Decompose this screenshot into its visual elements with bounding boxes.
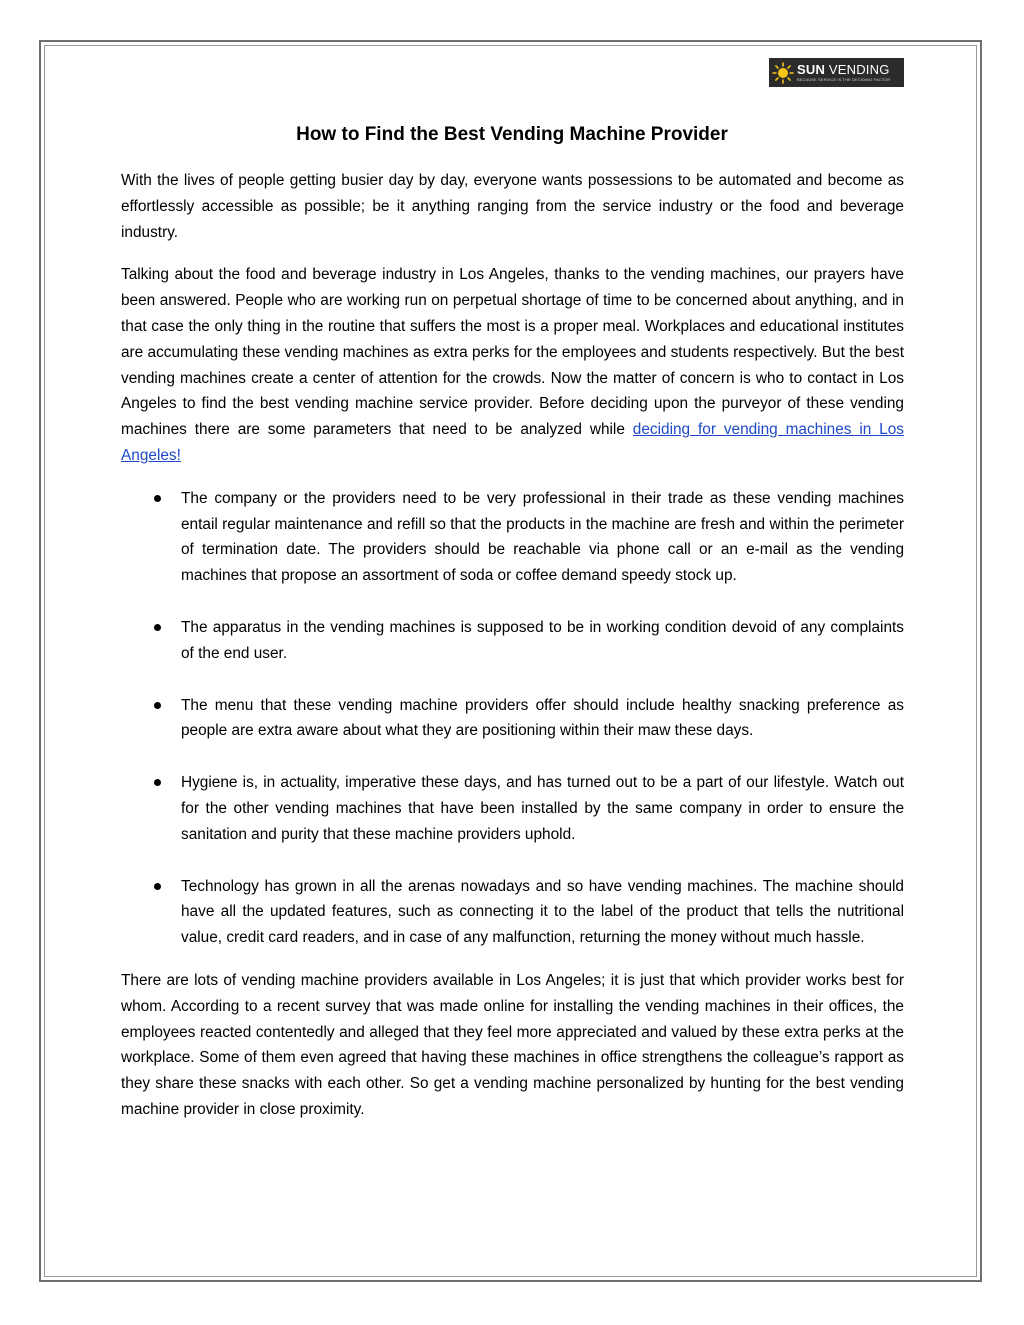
sun-icon — [772, 62, 794, 84]
list-item-text: The menu that these vending machine providers offer should include healthy snacking preference as people are extra aware about what they are positioning within their maw these days. — [181, 696, 904, 740]
bullet-dot-icon — [154, 883, 161, 890]
list-item-text: The company or the providers need to be very professional in their trade as these vending machines entail regular maintenance and refill so that the products in the machine are fresh and within the perimeter of termination date. The providers should be reachable via phone call or an e-mail as the vending machines that propose an assortment of soda or coffee demand speedy stock up. — [181, 489, 904, 585]
list-item — [121, 874, 904, 951]
parameters-list — [121, 486, 904, 951]
list-item-text: The apparatus in the vending machines is supposed to be in working condition devoid of any complaints of the end user. — [181, 618, 904, 662]
bullet-dot-icon — [154, 779, 161, 786]
bullet-dot-icon — [154, 702, 161, 709]
logo-tagline: BECAUSE SERVICE IS THE DECIDING FACTOR — [797, 77, 891, 82]
list-item-text: Technology has grown in all the arenas nowadays and so have vending machines. The machine should have all the updated features, such as connecting it to the label of the product that tells the nutritional value, credit card readers, and in case of any malfunction, returning the money without much hassle. — [181, 877, 904, 947]
list-item-text: Hygiene is, in actuality, imperative these days, and has turned out to be a part of our lifestyle. Watch out for the other vending machines that have been installed by the same company in order to ensure the sanitation and purity that these machine providers uphold. — [181, 774, 904, 843]
document-title: How to Find the Best Vending Machine Provider — [296, 124, 728, 145]
bullet-dot-icon — [154, 624, 161, 631]
logo-wordmark — [797, 63, 890, 76]
list-item — [121, 693, 904, 745]
list-item — [121, 615, 904, 667]
logo-wordmark-rest: VENDING — [828, 62, 890, 77]
intro-paragraph: With the lives of people getting busier day by day, everyone wants possessions to be automated and become as effortlessly accessible as possible; be it anything ranging from the service industry or the food and beverage industry. — [121, 172, 904, 241]
bullet-dot-icon — [154, 495, 161, 502]
logo-wordmark-bold: SUN — [797, 62, 826, 77]
vending-machines-la-link[interactable]: deciding for vending machines in Los Angeles! — [121, 421, 904, 464]
conclusion-paragraph: There are lots of vending machine providers available in Los Angeles; it is just that which provider works best for whom. According to a recent survey that was made online for installing the vending machines in their offices, the employees reacted contentedly and alleged that they feel more appreciated and valued by these extra perks at the workplace. Some of them even agreed that having these machines in office strengthens the colleague’s rapport as they share these snacks with each other. So get a vending machine personalized by hunting for the best vending machine provider in close proximity. — [121, 971, 904, 1118]
list-item — [121, 486, 904, 589]
document-body — [121, 168, 904, 1140]
list-item — [121, 770, 904, 847]
sun-vending-logo — [769, 58, 904, 87]
la-paragraph-text: Talking about the food and beverage industry in Los Angeles, thanks to the vending machines, our prayers have been answered. People who are working run on perpetual shortage of time to be concerned about anything, and in that case the only thing in the routine that suffers the most is a proper meal. Workplaces and educational institutes are accumulating these vending machines as extra perks for the employees and students respectively. But the best vending machines create a center of attention for the crowds. Now the matter of concern is who to contact in Los Angeles to find the best vending machine service provider. Before deciding upon the purveyor of these vending machines there are some parameters that need to be analyzed while — [121, 266, 904, 439]
la-paragraph — [121, 262, 904, 468]
